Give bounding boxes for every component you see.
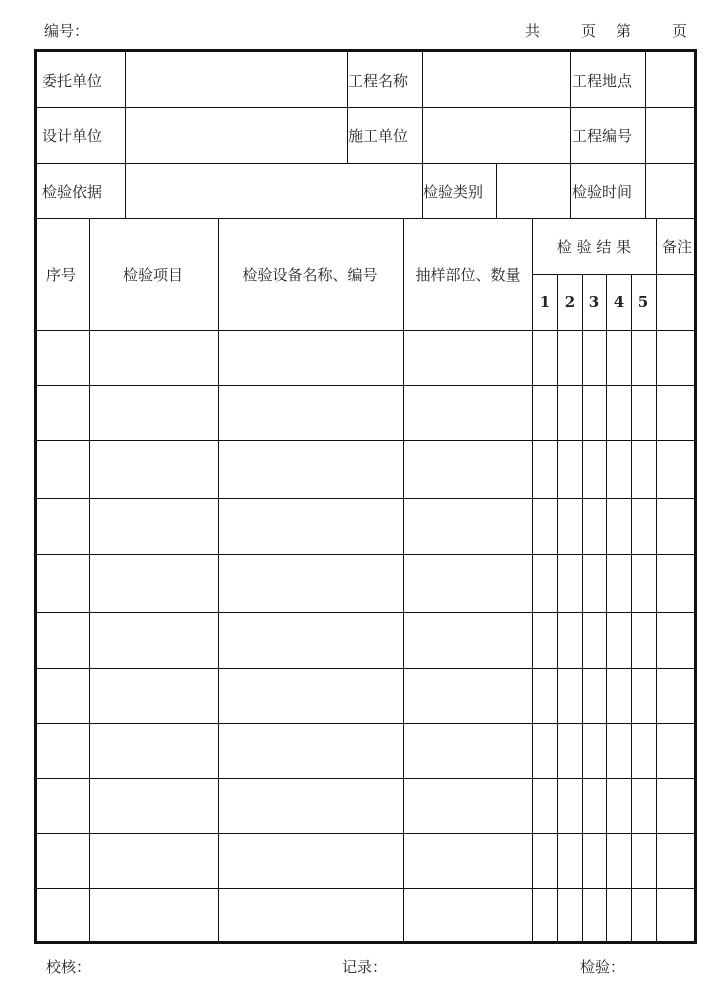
project-code-label: 工程编号 (572, 127, 633, 145)
row-divider (36, 554, 695, 555)
col-divider (347, 52, 348, 163)
design-unit-label: 设计单位 (42, 127, 103, 145)
col-sample-header: 抽样部位、数量 (415, 266, 521, 284)
time-label: 检验时间 (572, 183, 633, 201)
row-divider (36, 107, 695, 108)
col-remark-header: 备注 (661, 238, 693, 256)
col-divider (532, 218, 533, 942)
result-subcol-5: 5 (637, 293, 649, 311)
col-divider (645, 52, 646, 218)
col-divider (218, 218, 219, 942)
result-subcol-3: 3 (588, 293, 600, 311)
row-divider (36, 833, 695, 834)
inspect-label: 检验： (580, 958, 626, 976)
row-divider (36, 385, 695, 386)
result-subcol-4: 4 (613, 293, 625, 311)
col-seq-header: 序号 (45, 266, 77, 284)
page-label-2: 页 (672, 22, 688, 40)
project-site-label: 工程地点 (572, 72, 633, 90)
result-subcol-divider (606, 274, 607, 942)
row-divider (36, 668, 695, 669)
result-subcol-divider (582, 274, 583, 942)
total-label: 共 (525, 22, 541, 40)
project-name-label: 工程名称 (348, 72, 409, 90)
col-result-header: 检 验 结 果 (556, 238, 632, 256)
category-label: 检验类别 (423, 183, 484, 201)
number-label: 编号： (44, 22, 90, 40)
col-divider (403, 218, 404, 942)
result-subcol-divider (631, 274, 632, 942)
page-label: 页 (581, 22, 597, 40)
result-subcol-divider (557, 274, 558, 942)
result-subcol-1: 1 (539, 293, 551, 311)
row-divider (36, 440, 695, 441)
client-label: 委托单位 (42, 72, 103, 90)
result-subcol-2: 2 (564, 293, 576, 311)
row-divider (36, 888, 695, 889)
basis-label: 检验依据 (42, 183, 103, 201)
row-divider (36, 330, 695, 331)
row-divider (36, 218, 695, 219)
review-label: 校核： (46, 958, 92, 976)
col-divider (89, 218, 90, 942)
construction-unit-label: 施工单位 (348, 127, 409, 145)
record-label: 记录： (342, 958, 388, 976)
row-divider (36, 778, 695, 779)
row-divider (36, 612, 695, 613)
col-device-header: 检验设备名称、编号 (242, 266, 378, 284)
col-divider (496, 163, 497, 218)
col-divider (570, 52, 571, 218)
row-divider (36, 163, 695, 164)
nth-label: 第 (616, 22, 632, 40)
row-divider (36, 723, 695, 724)
col-item-header: 检验项目 (122, 266, 184, 284)
col-divider (656, 218, 657, 942)
row-divider (36, 498, 695, 499)
col-divider (125, 52, 126, 218)
